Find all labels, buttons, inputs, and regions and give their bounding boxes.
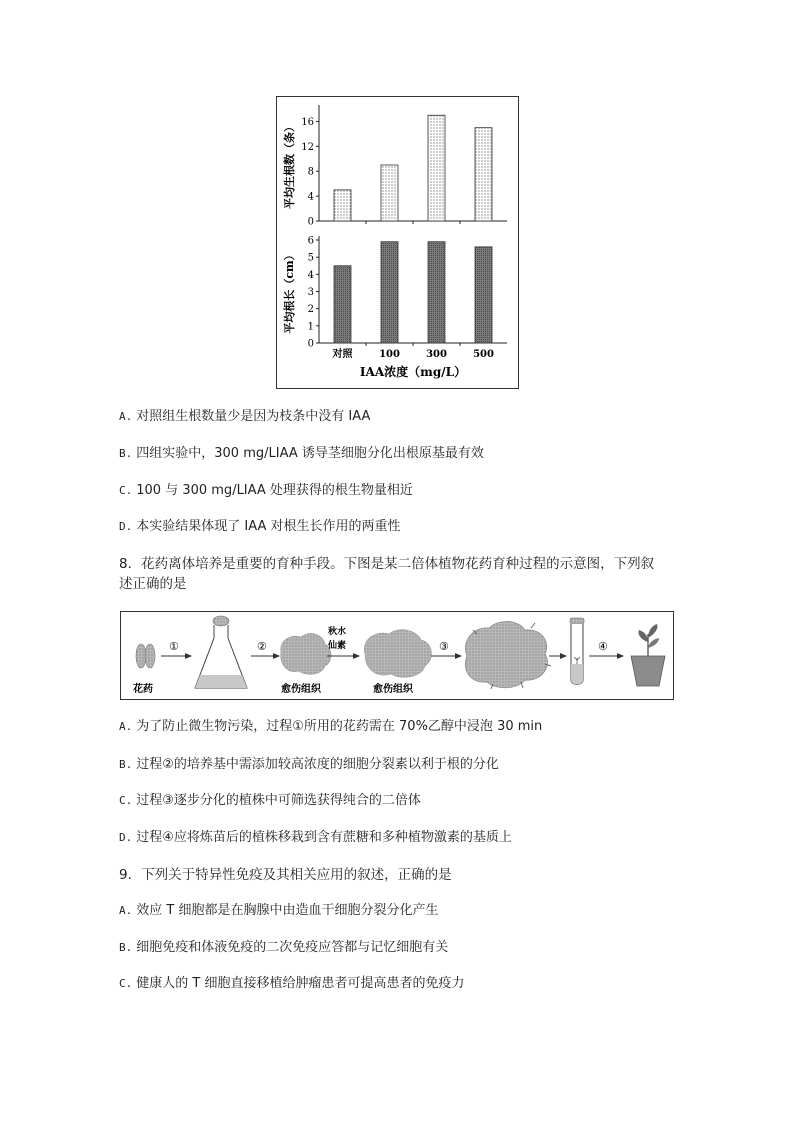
- colchicine-label-2: 仙素: [328, 641, 347, 651]
- option-text: 效应 T 细胞都是在胸腺中由造血干细胞分裂分化产生: [136, 903, 439, 918]
- y-tick-label: 6: [307, 235, 314, 247]
- option-letter: D.: [119, 520, 133, 533]
- bar: [334, 266, 351, 343]
- y-tick-label: 3: [307, 287, 314, 298]
- x-tick-label: 对照: [332, 349, 353, 360]
- option-letter: A.: [119, 904, 133, 917]
- option-text: 过程③逐步分化的植株中可筛选获得纯合的二倍体: [136, 793, 421, 808]
- y-tick-label: 1: [307, 321, 314, 333]
- q7-option-b[interactable]: [119, 445, 484, 463]
- option-text: 四组实验中，300 mg/LIAA 诱导茎细胞分化出根原基最有效: [136, 446, 484, 461]
- y-tick-label: 4: [307, 269, 314, 281]
- flask-icon: [195, 616, 247, 688]
- q8-option-d[interactable]: [119, 829, 512, 847]
- bar: [334, 190, 351, 221]
- x-axis-label: IAA浓度（mg/L）: [359, 365, 467, 379]
- bar: [475, 247, 492, 343]
- label-anther: 花药: [133, 684, 153, 695]
- potted-plant-icon: [631, 624, 665, 686]
- bar: [475, 128, 492, 221]
- q8-option-c[interactable]: [119, 792, 421, 810]
- label-callus-2: 愈伤组织: [373, 684, 413, 695]
- plantlet-cluster-icon: [465, 621, 551, 689]
- q9-stem: 9．下列关于特异性免疫及其相关应用的叙述，正确的是: [119, 867, 452, 883]
- y-tick-label: 4: [307, 191, 314, 203]
- q7-option-a[interactable]: [119, 408, 370, 426]
- option-letter: C.: [119, 794, 133, 807]
- option-letter: B.: [119, 758, 133, 771]
- root-count-chart: [282, 105, 507, 228]
- test-tube-icon: [570, 618, 584, 685]
- chart-figure: [276, 96, 519, 389]
- callus-icon: [281, 633, 331, 674]
- step-3-label: ③: [439, 640, 449, 653]
- anther-icon: [136, 644, 155, 668]
- q7-option-c[interactable]: [119, 482, 413, 500]
- callus-icon: [364, 630, 431, 678]
- q9-option-b[interactable]: [119, 939, 448, 957]
- option-letter: C.: [119, 977, 133, 990]
- process-diagram: [121, 612, 673, 699]
- q8-stem-line1: 8．花药离体培养是重要的育种手段。下图是某二倍体植物花药育种过程的示意图，下列叙: [119, 556, 655, 572]
- q9-option-a[interactable]: [119, 902, 438, 920]
- option-text: 过程②的培养基中需添加较高浓度的细胞分裂素以利于根的分化: [136, 757, 499, 772]
- q9-option-c[interactable]: [119, 975, 464, 993]
- option-letter: A.: [119, 720, 133, 733]
- y-tick-label: 16: [301, 116, 314, 128]
- y-tick-label: 0: [307, 338, 314, 350]
- bar-charts: [277, 97, 518, 388]
- bar: [381, 242, 398, 343]
- label-callus-1: 愈伤组织: [281, 684, 321, 695]
- option-letter: B.: [119, 941, 133, 954]
- q7-option-d[interactable]: [119, 518, 401, 536]
- bar: [428, 115, 445, 221]
- step-2-label: ②: [257, 640, 267, 653]
- anther-culture-diagram: [120, 611, 674, 700]
- option-text: 健康人的 T 细胞直接移植给肿瘤患者可提高患者的免疫力: [136, 976, 465, 991]
- y-tick-label: 12: [301, 141, 314, 153]
- option-letter: B.: [119, 447, 133, 460]
- x-tick-label: 300: [426, 349, 447, 360]
- step-1-label: ①: [169, 640, 179, 653]
- option-text: 对照组生根数量少是因为枝条中没有 IAA: [136, 409, 371, 424]
- y-axis-label: 平均根长（cm）: [283, 249, 296, 334]
- option-text: 过程④应将炼苗后的植株移栽到含有蔗糖和多种植物激素的基质上: [136, 830, 512, 845]
- colchicine-label-1: 秋水: [328, 627, 347, 637]
- option-text: 本实验结果体现了 IAA 对根生长作用的两重性: [136, 519, 401, 534]
- y-tick-label: 8: [307, 166, 314, 178]
- y-tick-label: 2: [307, 304, 314, 316]
- x-tick-label: 100: [379, 349, 400, 360]
- y-axis-label: 平均生根数（条）: [283, 121, 296, 209]
- x-tick-label: 500: [473, 349, 494, 360]
- root-length-chart: [282, 236, 507, 380]
- q8-option-b[interactable]: [119, 756, 499, 774]
- q8-stem-line2: 述正确的是: [119, 576, 187, 592]
- q8-option-a[interactable]: [119, 718, 542, 736]
- option-letter: D.: [119, 831, 133, 844]
- option-text: 细胞免疫和体液免疫的二次免疫应答都与记忆细胞有关: [136, 940, 449, 955]
- y-tick-label: 0: [307, 216, 314, 228]
- bar: [428, 242, 445, 343]
- option-text: 为了防止微生物污染，过程①所用的花药需在 70%乙醇中浸泡 30 min: [136, 719, 543, 734]
- option-text: 100 与 300 mg/LIAA 处理获得的根生物量相近: [136, 483, 413, 498]
- option-letter: A.: [119, 410, 133, 423]
- option-letter: C.: [119, 484, 133, 497]
- bar: [381, 165, 398, 221]
- y-tick-label: 5: [307, 252, 314, 264]
- step-4-label: ④: [598, 640, 608, 653]
